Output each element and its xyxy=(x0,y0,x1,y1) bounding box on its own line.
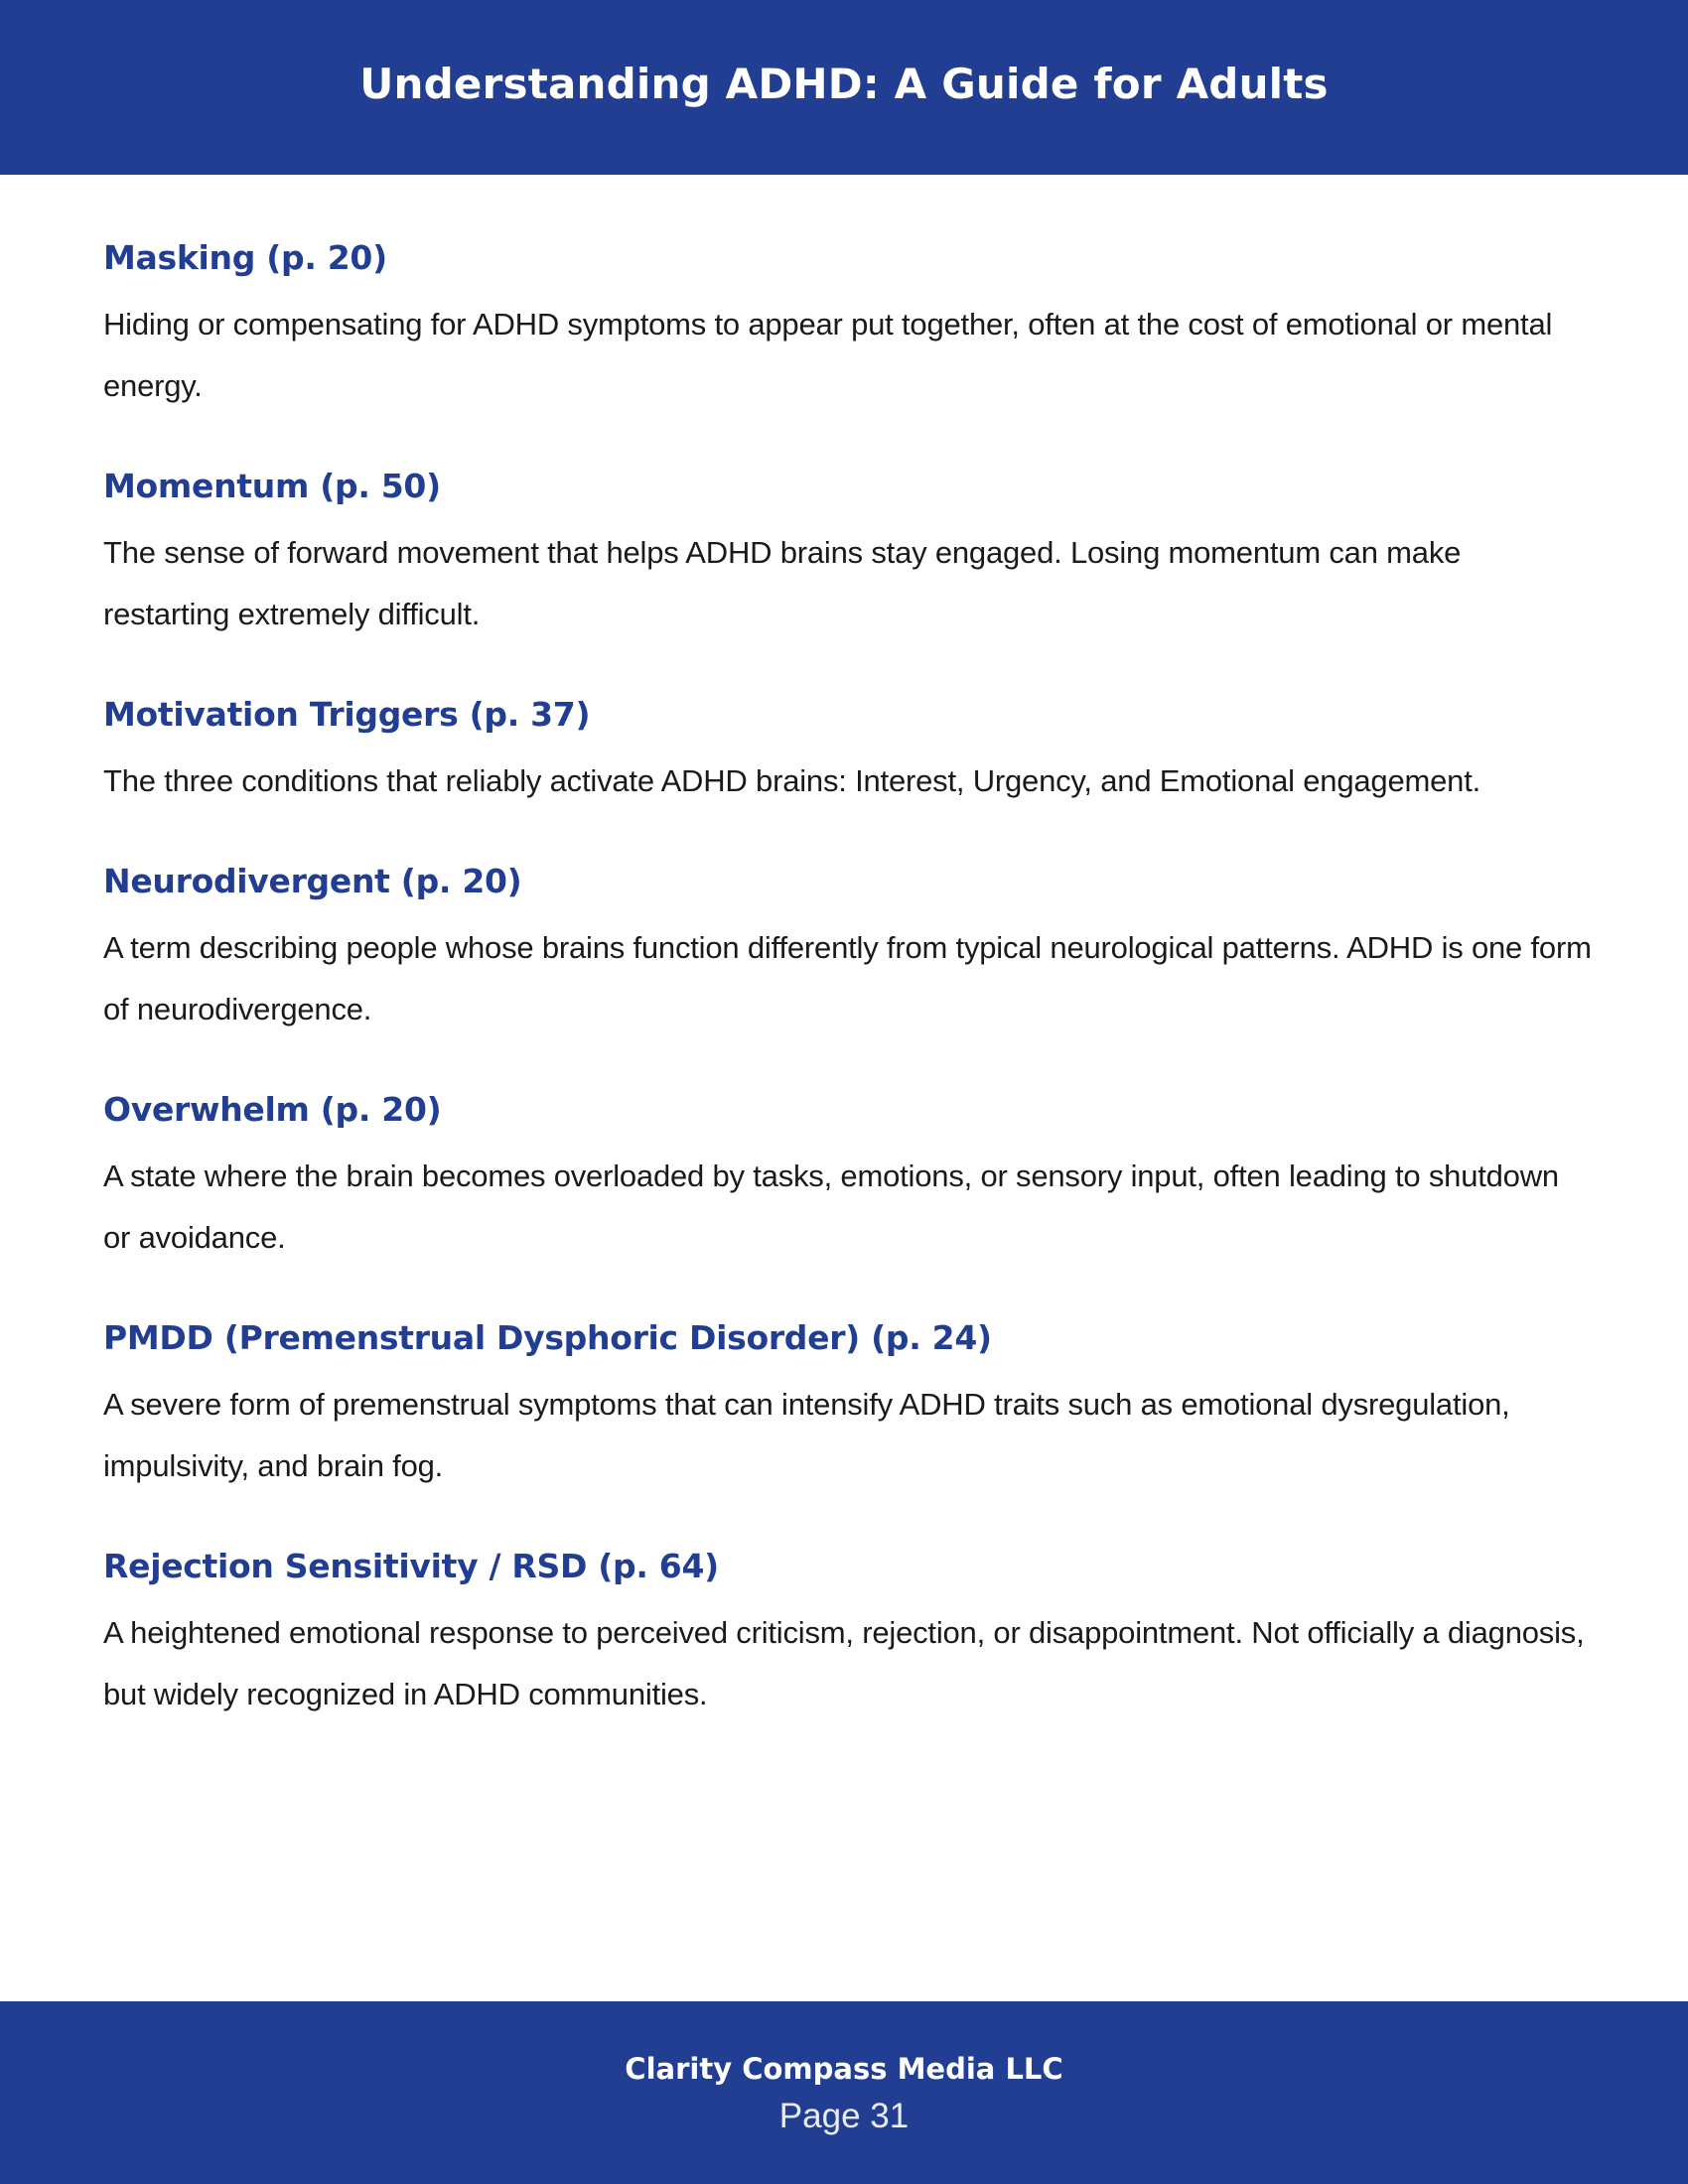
glossary-entry-momentum xyxy=(103,457,1593,645)
glossary-term: Overwhelm (p. 20) xyxy=(103,1090,442,1129)
page-header xyxy=(0,0,1688,175)
glossary-definition: A severe form of premenstrual symptoms that can intensify ADHD traits such as emotional dysregulation, impulsivity, and brain fog. xyxy=(103,1387,1510,1483)
glossary-term: Masking (p. 20) xyxy=(103,238,387,277)
glossary-term: Rejection Sensitivity / RSD (p. 64) xyxy=(103,1547,719,1585)
glossary-definition: Hiding or compensating for ADHD symptoms to appear put together, often at the cost of emotional or mental energy. xyxy=(103,307,1553,403)
glossary-definition: A state where the brain becomes overloaded by tasks, emotions, or sensory input, often leading to shutdown or avoidance. xyxy=(103,1159,1559,1255)
glossary-definition: The sense of forward movement that helps ADHD brains stay engaged. Losing momentum can make restarting extremely difficult. xyxy=(103,535,1462,631)
glossary-term: PMDD (Premenstrual Dysphoric Disorder) (p. 24) xyxy=(103,1318,992,1357)
glossary-entry-rejection-sensitivity xyxy=(103,1537,1593,1725)
glossary-entry-neurodivergent xyxy=(103,852,1593,1040)
glossary-list xyxy=(103,228,1593,1765)
glossary-definition: A term describing people whose brains function differently from typical neurological patterns. ADHD is one form of neurodivergence. xyxy=(103,930,1592,1026)
glossary-term: Momentum (p. 50) xyxy=(103,467,441,505)
page-number: Page 31 xyxy=(778,2097,910,2135)
company-name: Clarity Compass Media LLC xyxy=(625,2052,1063,2086)
glossary-entry-overwhelm xyxy=(103,1080,1593,1269)
glossary-definition: The three conditions that reliably activate ADHD brains: Interest, Urgency, and Emotional engagement. xyxy=(103,763,1481,798)
page-footer xyxy=(0,2001,1688,2184)
glossary-entry-motivation-triggers xyxy=(103,685,1593,812)
glossary-entry-masking xyxy=(103,228,1593,417)
glossary-entry-pmdd xyxy=(103,1308,1593,1497)
document-title: Understanding ADHD: A Guide for Adults xyxy=(359,59,1329,108)
glossary-term: Motivation Triggers (p. 37) xyxy=(103,695,591,734)
glossary-definition: A heightened emotional response to perceived criticism, rejection, or disappointment. Not officially a diagnosis, but widely recognized in ADHD communities. xyxy=(103,1615,1585,1711)
glossary-term: Neurodivergent (p. 20) xyxy=(103,862,522,900)
